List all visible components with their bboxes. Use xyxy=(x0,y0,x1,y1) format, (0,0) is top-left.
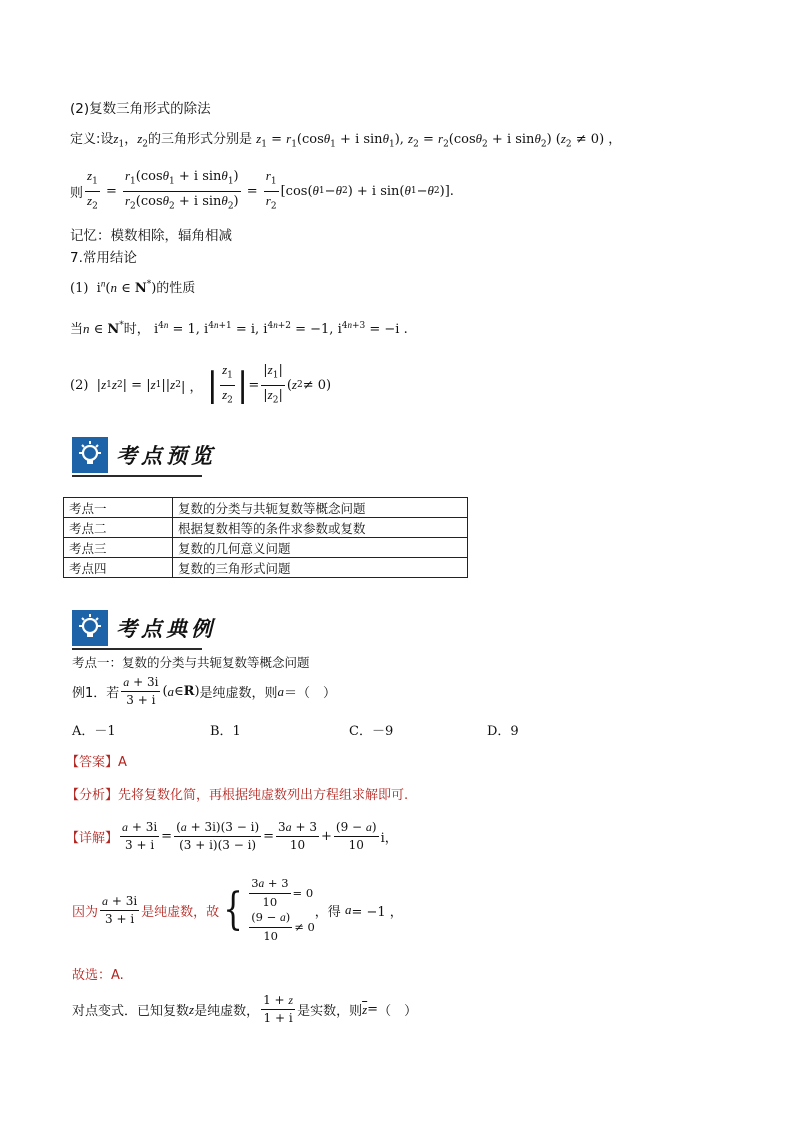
banner-examples xyxy=(72,610,216,646)
table-row xyxy=(64,558,468,578)
answer-label: 【答案】 xyxy=(66,755,119,770)
example1-suffix: ＝（ ） xyxy=(284,686,337,701)
i-power-formula: 当n ∈ N*时， $i^{4n} = 1$, $i^{4n+1} = i$, $i^{4n+2} = -1$, $i^{4n+3} = -i$ . xyxy=(70,319,408,337)
because-line: 因为 $\frac{a + 3i}{3 + i}$ 是纯虚数，故 { $\frac{3a + 3}{10}$ = 0 $\frac{(9 - a)}{10}$ ≠ 0 ，得 a = −1 ， xyxy=(72,876,403,943)
topics-table xyxy=(63,497,468,578)
variant-question: 对点变式．已知复数 z 是纯虚数， $\frac{1 + z}{1 + i}$ 是实数，则 $\overline{z}$ = （ ） xyxy=(72,993,418,1025)
definition-prefix: 定义:设 xyxy=(70,132,114,147)
table-row xyxy=(64,498,468,518)
table-row xyxy=(64,518,468,538)
example1-question: 例1．若 $\frac{a + 3i}{3 + i}$ ( a ∈ R ) 是纯虚数，则 a ＝（ ） xyxy=(72,675,337,707)
definition-line: 定义:设$z_1$，$z_2$的三角形式分别是 $z_1 = r_1(\cos\theta_1 + i$ sinθ$_1$), $z_2 = r_2(\cos\theta_2 + i$ sinθ$_2$) $(z_2 \ne 0)$ ， xyxy=(70,131,622,150)
item1-prefix: (1) xyxy=(70,281,89,296)
option-a[interactable]: A．－1 xyxy=(72,724,116,739)
when-prefix: 当 xyxy=(70,322,84,337)
analysis-label: 【分析】 xyxy=(66,788,119,803)
because-result: ，得 xyxy=(314,904,341,920)
table-row xyxy=(64,538,468,558)
detail-line: 【详解】 $\frac{a + 3i}{3 + i}$ = $\frac{(a + 3i)(3 - i)}{(3 + i)(3 - i)}$ = $\frac{3a + 3}{10}$ + $\frac{(9 - a)}{10}$ i， xyxy=(66,820,398,852)
variant-prefix: 对点变式．已知复数 xyxy=(72,1004,190,1019)
example1-mid: 是纯虚数，则 xyxy=(199,686,278,701)
banner-preview xyxy=(72,437,216,473)
detail-label: 【详解】 xyxy=(66,831,119,846)
conclusion-item-1: (1) $i^n(n$ ∈ N*)的性质 xyxy=(70,278,196,296)
definition-mid: 的三角形式分别是 xyxy=(148,132,253,147)
conclusion-item-2: (2) | z 1 z 2 | = | z 1 || z 2 | ， | $\frac{z_1}{z_2}$ | = $\frac{|z_1|}{|z_2|}$ ( z 2 ≠ 0) xyxy=(70,362,332,406)
item2-prefix: (2) xyxy=(70,377,89,393)
when-mid: 时， xyxy=(123,322,150,337)
example1-prefix: 例1．若 xyxy=(72,686,120,701)
answer-line xyxy=(66,751,127,770)
analysis-line xyxy=(66,784,408,803)
section2-title: (2)复数三角形式的除法 xyxy=(70,101,211,117)
lightbulb-icon xyxy=(72,437,108,473)
table-cell-value: 复数的几何意义问题 xyxy=(173,538,468,558)
variant-suffix: （ ） xyxy=(378,1004,418,1019)
conclusion-title: 7.常用结论 xyxy=(70,250,137,266)
table-cell-key: 考点三 xyxy=(64,538,173,558)
table-cell-value: 复数的三角形式问题 xyxy=(173,558,468,578)
variant-mid2: 是实数，则 xyxy=(297,1004,363,1019)
option-b[interactable]: B．1 xyxy=(210,724,241,739)
because-mid: 是纯虚数，故 xyxy=(141,904,220,920)
table-cell-key: 考点四 xyxy=(64,558,173,578)
answer-value: A xyxy=(118,755,127,770)
division-formula: 则 $\frac{z_1}{z_2}$ = $\frac{r_1(\cos\theta_1 + i \sin\theta_1)}{r_2(\cos\theta_2 + i \sin\theta_2)}$ = $\frac{r_1}{r_2}$ [cos( θ 1 − θ 2 ) + i sin( θ 1 − θ 2 )]. xyxy=(70,168,454,212)
option-d[interactable]: D．9 xyxy=(487,724,519,739)
table-cell-value: 根据复数相等的条件求参数或复数 xyxy=(173,518,468,538)
choose-line: 故选：A. xyxy=(72,968,124,983)
banner-examples-title: 考点典例 xyxy=(116,616,216,641)
then-prefix: 则 xyxy=(70,185,84,201)
table-cell-value: 复数的分类与共轭复数等概念问题 xyxy=(173,498,468,518)
option-c[interactable]: C．－9 xyxy=(349,724,394,739)
because-prefix: 因为 xyxy=(72,904,99,920)
item1-suffix: 的性质 xyxy=(156,281,196,296)
variant-mid: 是纯虚数， xyxy=(194,1004,260,1019)
lightbulb-icon xyxy=(72,610,108,646)
banner-preview-title: 考点预览 xyxy=(116,443,216,468)
point1-heading: 考点一：复数的分类与共轭复数等概念问题 xyxy=(72,655,310,670)
memory-note: 记忆：模数相除，辐角相减 xyxy=(70,228,232,244)
table-cell-key: 考点一 xyxy=(64,498,173,518)
table-cell-key: 考点二 xyxy=(64,518,173,538)
analysis-text: 先将复数化简，再根据纯虚数列出方程组求解即可. xyxy=(118,788,409,803)
